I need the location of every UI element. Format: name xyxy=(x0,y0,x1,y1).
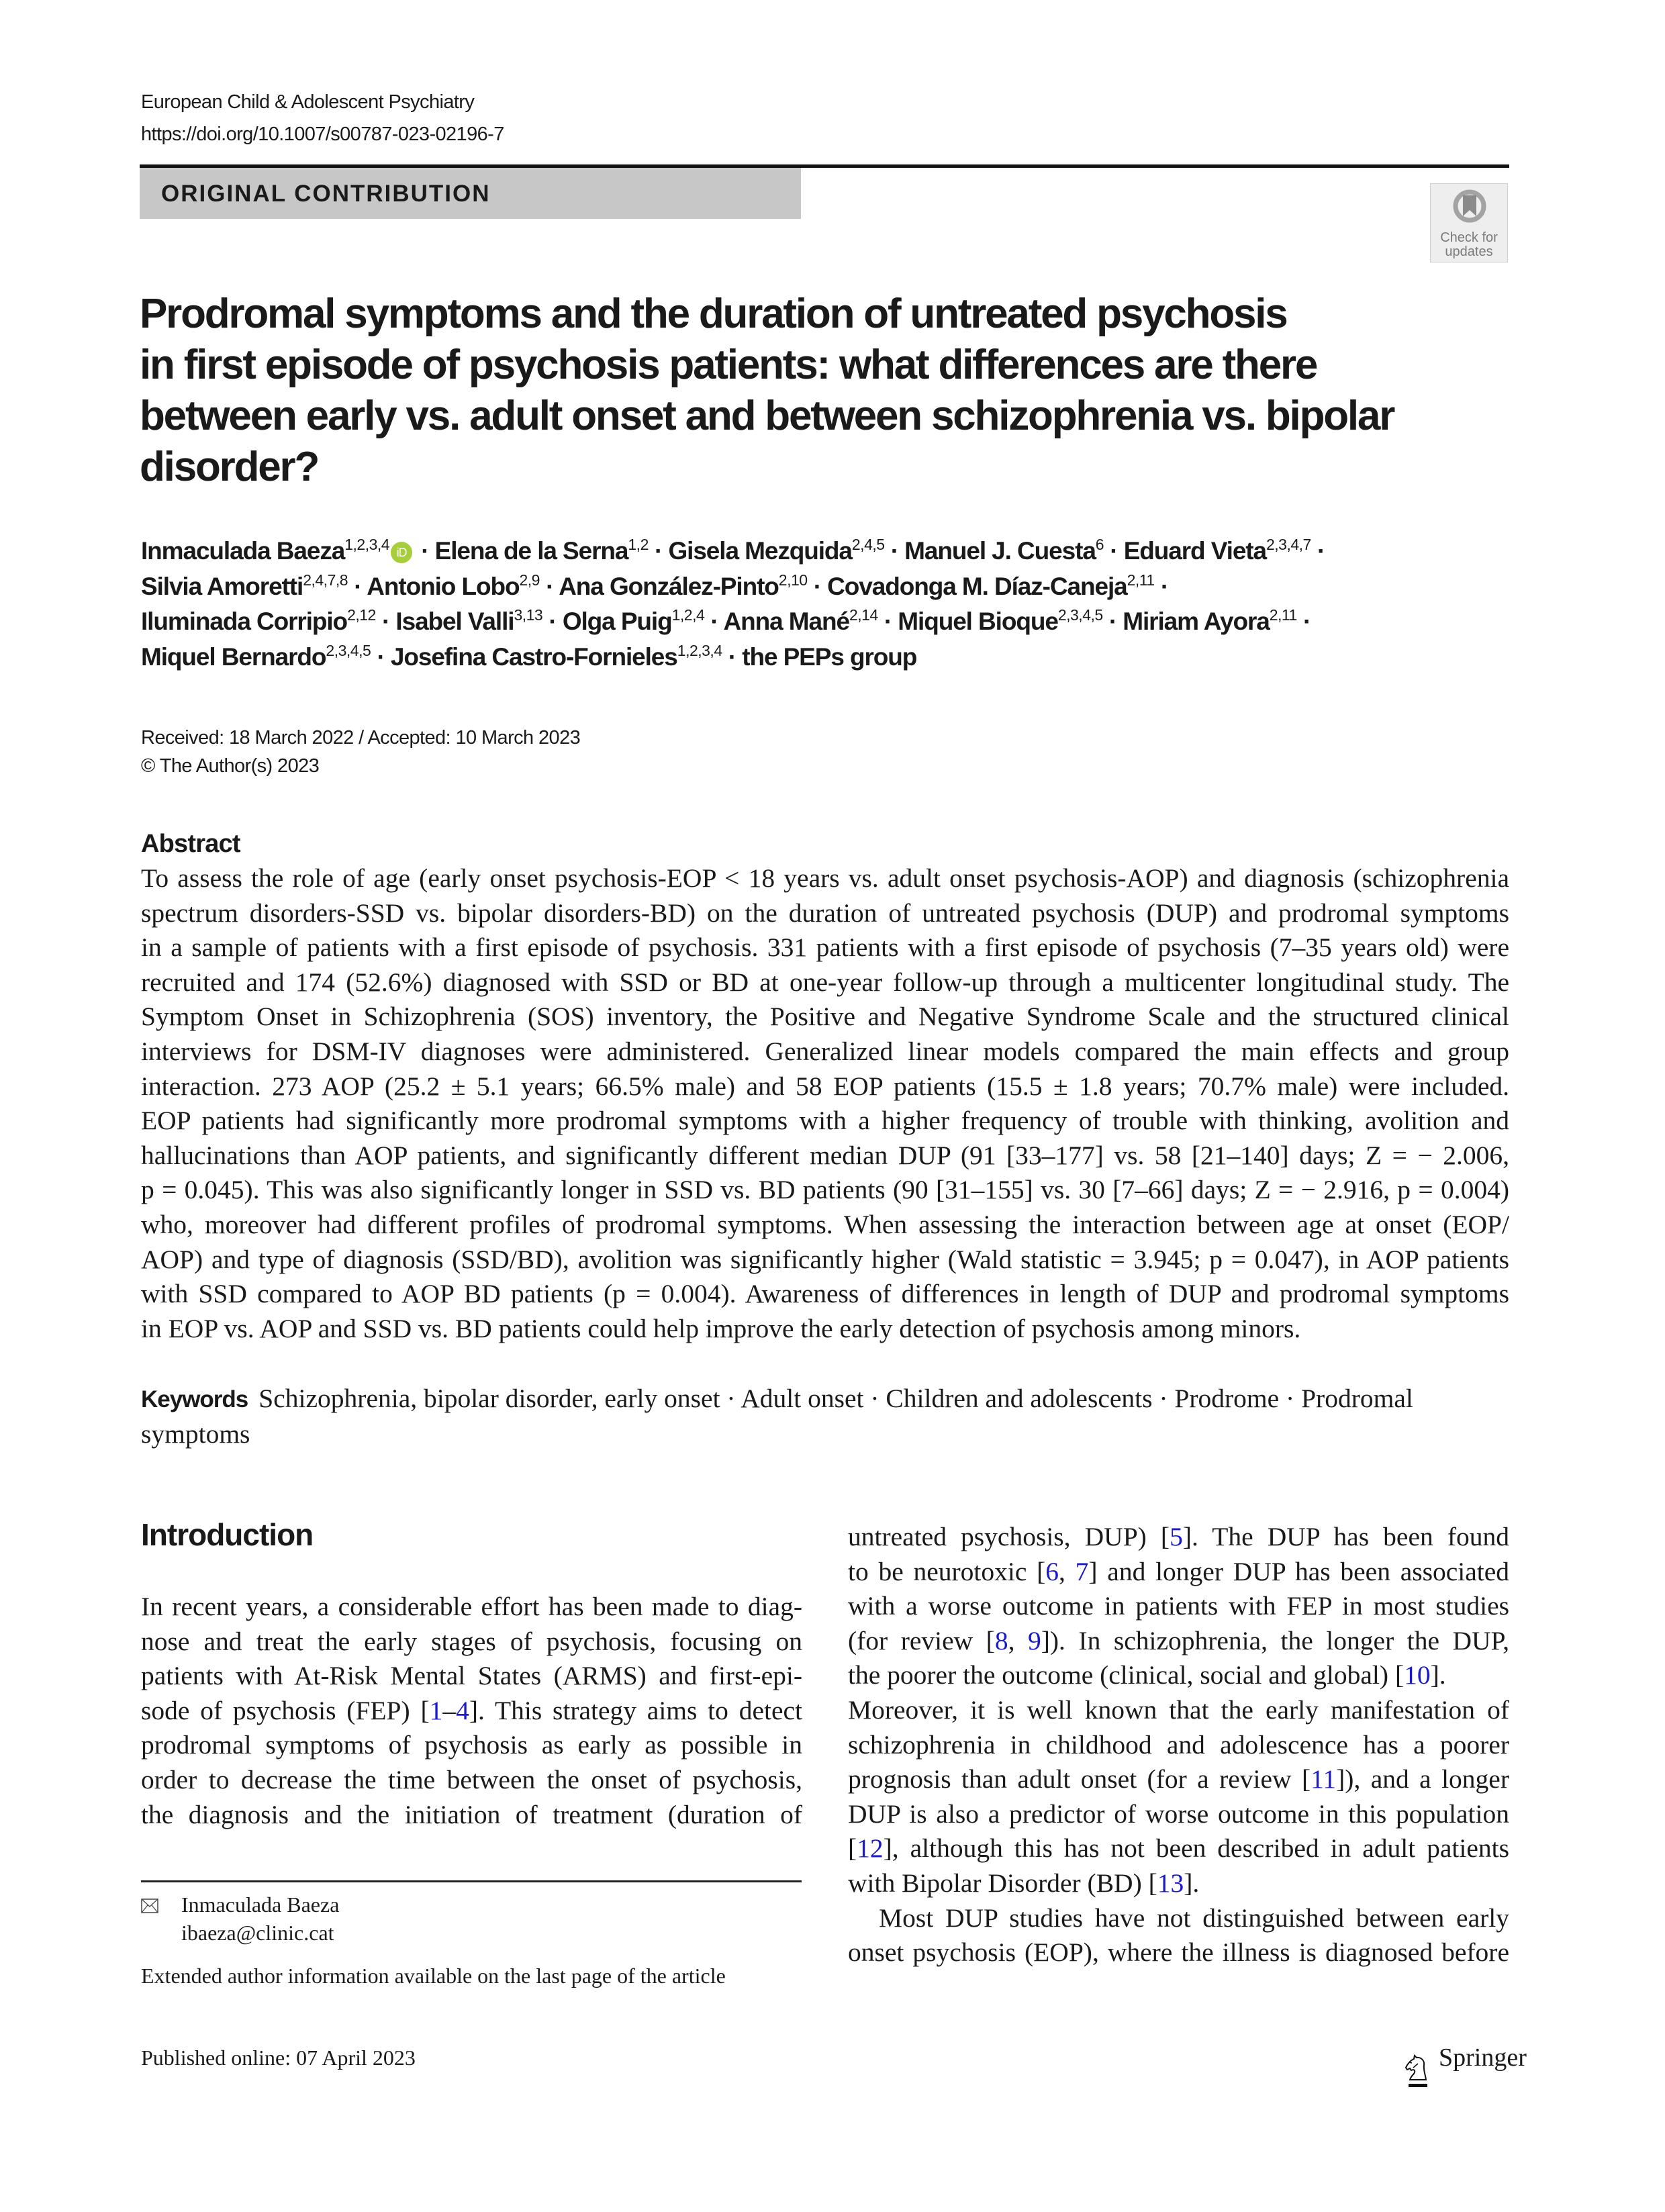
reference-link[interactable]: 8 xyxy=(994,1625,1008,1655)
author-line xyxy=(141,534,1524,569)
text-run: DUP is also a predictor of worse outcome in this population xyxy=(848,1798,1509,1829)
text-run: ], although this has not been described in adult patients xyxy=(883,1833,1509,1864)
introduction-left-column xyxy=(141,1590,802,1832)
author-name[interactable]: Covadonga M. Díaz-Caneja xyxy=(827,572,1127,600)
author-line xyxy=(141,604,1524,640)
text-run: , xyxy=(1059,1556,1076,1586)
paragraph-line xyxy=(141,1659,802,1694)
abstract-line: To assess the role of age (early onset psychosis-EOP < 18 years vs. adult onset psychosis-AOP) and diagnosis (schizophrenia xyxy=(141,863,1509,893)
paragraph-line xyxy=(848,1520,1509,1555)
orcid-icon[interactable]: iD xyxy=(391,542,412,563)
springer-logo-text: Springer xyxy=(1439,2043,1527,2072)
reference-link[interactable]: 13 xyxy=(1157,1868,1184,1898)
abstract-line: Symptom Onset in Schizophrenia (SOS) inventory, the Positive and Negative Syndrome Scale and the structured clinical xyxy=(141,1002,1509,1032)
title-line: disorder? xyxy=(140,444,319,490)
text-run: ]), and a longer xyxy=(1336,1764,1509,1794)
author-separator: · xyxy=(704,608,724,636)
author-affiliation: 1,2,3,4 xyxy=(677,641,722,659)
author-separator: · xyxy=(371,642,391,671)
abstract-line: EOP patients had significantly more prodromal symptoms with a higher frequency of trouble with thinking, avolition and xyxy=(141,1106,1509,1136)
paragraph-line xyxy=(848,1555,1509,1590)
paragraph-line xyxy=(848,1901,1509,1936)
text-run: ]. This strategy aims to detect xyxy=(469,1695,802,1725)
author-separator: · xyxy=(415,537,435,565)
author-affiliation: 2,10 xyxy=(778,571,808,589)
author-affiliation: 2,3,4,7 xyxy=(1266,536,1311,553)
paragraph-line xyxy=(848,1624,1509,1659)
title-line: Prodromal symptoms and the duration of untreated psychosis xyxy=(140,291,1287,337)
text-run: nose and treat the early stages of psychosis, focusing on xyxy=(141,1626,802,1656)
abstract-line: recruited and 174 (52.6%) diagnosed with SSD or BD at one-year follow-up through a multicenter longitudinal study. The xyxy=(141,967,1509,997)
text-run: – xyxy=(442,1695,457,1725)
text-run: to be neurotoxic [ xyxy=(848,1556,1046,1586)
corresponding-author-email[interactable]: ibaeza@clinic.cat xyxy=(181,1921,334,1945)
abstract-line: hallucinations than AOP patients, and significantly different median DUP (91 [33–177] vs. 58 [21–140] days; Z = − 2.006, xyxy=(141,1140,1509,1170)
check-for-updates-button[interactable] xyxy=(1430,183,1508,262)
reference-link[interactable]: 6 xyxy=(1045,1556,1059,1586)
abstract-line: in a sample of patients with a first episode of psychosis. 331 patients with a first episode of psychosis (7–35 years old) were xyxy=(141,932,1509,963)
reference-link[interactable]: 5 xyxy=(1170,1522,1183,1551)
check-for-updates-label: Check for updates xyxy=(1440,230,1498,259)
reference-link[interactable]: 10 xyxy=(1404,1660,1431,1690)
abstract-line: in EOP vs. AOP and SSD vs. BD patients could help improve the early detection of psychosis among minors. xyxy=(141,1313,1301,1343)
author-line xyxy=(141,640,1524,675)
text-run: ]). In schizophrenia, the longer the DUP, xyxy=(1041,1625,1509,1655)
paragraph-line xyxy=(141,1763,802,1798)
paragraph-line xyxy=(141,1625,802,1660)
paragraph-line xyxy=(141,1590,802,1625)
keywords-text: Schizophrenia, bipolar disorder, early onset · Adult onset · Children and adolescents · Prodrome · Prodromal xyxy=(258,1384,1413,1413)
text-run: order to decrease the time between the onset of psychosis, xyxy=(141,1764,802,1794)
text-run: Moreover, it is well known that the early manifestation of xyxy=(848,1694,1509,1725)
corresponding-author-name: Inmaculada Baeza xyxy=(181,1892,340,1917)
paragraph-line xyxy=(141,1728,802,1763)
text-run: Most DUP studies have not distinguished between early xyxy=(879,1903,1509,1933)
author-separator: · xyxy=(807,572,828,600)
author-affiliation: 2,3,4,5 xyxy=(326,641,371,659)
author-name[interactable]: Olga Puig xyxy=(562,608,672,636)
text-run: with Bipolar Disorder (BD) [ xyxy=(848,1868,1157,1898)
author-affiliation: 3,13 xyxy=(514,606,543,624)
paragraph-line xyxy=(848,1831,1509,1866)
keywords-text-continued: symptoms xyxy=(141,1418,250,1449)
author-name[interactable]: Elena de la Serna xyxy=(434,537,628,565)
keywords-label: Keywords xyxy=(141,1386,248,1412)
published-online-date: Published online: 07 April 2023 xyxy=(141,2046,416,2070)
paragraph-line xyxy=(141,1694,802,1729)
author-separator: · xyxy=(1296,608,1311,636)
springer-knight-icon xyxy=(1403,2054,1431,2089)
reference-link[interactable]: 9 xyxy=(1027,1625,1041,1655)
reference-link[interactable]: 4 xyxy=(456,1695,469,1725)
author-name[interactable]: Miquel Bioque xyxy=(898,608,1058,636)
author-affiliation: 2,12 xyxy=(347,606,376,624)
reference-link[interactable]: 11 xyxy=(1311,1764,1337,1794)
text-run: onset psychosis (EOP), where the illness is diagnosed before xyxy=(848,1937,1509,1968)
doi-link[interactable]: https://doi.org/10.1007/s00787-023-02196-7 xyxy=(141,124,504,145)
author-name[interactable]: Iluminada Corripio xyxy=(141,608,348,636)
author-separator: · xyxy=(648,537,669,565)
footnote-rule xyxy=(141,1880,802,1882)
author-name[interactable]: Manuel J. Cuesta xyxy=(904,537,1096,565)
author-separator: · xyxy=(348,572,367,600)
bookmark-update-icon xyxy=(1453,189,1486,224)
text-run: prodromal symptoms of psychosis as early as possible in xyxy=(141,1730,802,1760)
text-run: prognosis than adult onset (for a review [ xyxy=(848,1764,1311,1794)
keywords xyxy=(141,1382,1509,1451)
abstract-heading: Abstract xyxy=(141,830,240,858)
article-dates xyxy=(141,724,580,780)
paragraph-line xyxy=(848,1658,1509,1693)
text-run: [ xyxy=(848,1833,857,1864)
author-name[interactable]: Anna Mané xyxy=(723,608,849,636)
author-name[interactable]: Ana González-Pinto xyxy=(559,572,779,600)
author-name[interactable]: Gisela Mezquida xyxy=(668,537,852,565)
abstract-line: who, moreover had different profiles of prodromal symptoms. When assessing the interaction between age at onset (EOP/ xyxy=(141,1209,1509,1239)
extended-author-info: Extended author information available on the last page of the article xyxy=(141,1964,726,1988)
abstract-line: with SSD compared to AOP BD patients (p = 0.004). Awareness of differences in length of DUP and prodromal symptoms xyxy=(141,1279,1509,1309)
paragraph-line xyxy=(848,1728,1509,1763)
author-affiliation: 2,4,5 xyxy=(851,536,885,553)
text-run: patients with At-Risk Mental States (ARMS) and first-epi- xyxy=(141,1661,802,1691)
journal-name: European Child & Adolescent Psychiatry xyxy=(141,91,475,113)
introduction-heading: Introduction xyxy=(141,1517,314,1552)
title-line: between early vs. adult onset and between schizophrenia vs. bipolar xyxy=(140,393,1394,439)
author-separator: · xyxy=(539,572,559,600)
author-name[interactable]: Josefina Castro-Fornieles xyxy=(390,642,677,671)
author-name[interactable]: Eduard Vieta xyxy=(1123,537,1266,565)
received-accepted-dates: Received: 18 March 2022 / Accepted: 10 March 2023 xyxy=(141,727,581,749)
author-affiliation: 2,14 xyxy=(849,606,878,624)
author-affiliation: 2,11 xyxy=(1269,606,1297,624)
author-separator: · xyxy=(884,537,905,565)
author-affiliation: 1,2 xyxy=(628,536,649,553)
author-line xyxy=(141,569,1524,605)
text-run: with a worse outcome in patients with FEP in most studies xyxy=(848,1591,1509,1621)
text-run: , xyxy=(1008,1625,1028,1655)
author-affiliation: 2,9 xyxy=(519,571,540,589)
author-name[interactable]: Miriam Ayora xyxy=(1123,608,1270,636)
text-run: ]. The DUP has been found xyxy=(1182,1522,1509,1551)
copyright: © The Author(s) 2023 xyxy=(141,755,320,777)
text-run: the diagnosis and the initiation of treatment (duration of xyxy=(141,1799,802,1829)
article-type-label: ORIGINAL CONTRIBUTION xyxy=(161,181,491,207)
article-title xyxy=(140,289,1415,493)
paragraph-line xyxy=(141,1798,802,1833)
text-run: ] and longer DUP has been associated xyxy=(1088,1556,1510,1586)
introduction-right-column xyxy=(848,1520,1509,1970)
abstract-line: p = 0.045). This was also significantly longer in SSD vs. BD patients (90 [31–155] vs. 30 [7–66] days; Z = − 2.916, p = 0.004) xyxy=(141,1175,1509,1205)
author-separator: · xyxy=(375,608,396,636)
reference-link[interactable]: 7 xyxy=(1075,1556,1089,1586)
author-name[interactable]: Antonio Lobo xyxy=(367,572,520,600)
paragraph-line xyxy=(848,1797,1509,1832)
paragraph-line xyxy=(848,1935,1509,1970)
author-separator: · xyxy=(1104,537,1124,565)
author-affiliation: 2,3,4,5 xyxy=(1057,606,1103,624)
author-affiliation: 6 xyxy=(1095,536,1104,553)
author-affiliation: 2,11 xyxy=(1127,571,1155,589)
abstract-line: AOP) and type of diagnosis (SSD/BD), avolition was significantly higher (Wald statistic = 3.945; p = 0.047), in AOP patients xyxy=(141,1244,1509,1274)
author-name[interactable]: Miquel Bernardo xyxy=(141,642,326,671)
text-run: schizophrenia in childhood and adolescence has a poorer xyxy=(848,1729,1509,1760)
text-run: ]. xyxy=(1184,1868,1200,1898)
paragraph-line xyxy=(848,1866,1509,1901)
text-run: the poorer the outcome (clinical, social and global) [ xyxy=(848,1660,1405,1690)
author-name[interactable]: Isabel Valli xyxy=(395,608,514,636)
text-run: In recent years, a considerable effort has been made to diag- xyxy=(141,1592,802,1621)
text-run: untreated psychosis, DUP) [ xyxy=(848,1522,1170,1551)
author-affiliation: 1,2,4 xyxy=(671,606,705,624)
author-affiliation: 2,4,7,8 xyxy=(303,571,348,589)
author-name[interactable]: the PEPs group xyxy=(742,642,917,671)
author-separator: · xyxy=(722,642,743,671)
author-name[interactable]: Silvia Amoretti xyxy=(141,572,303,600)
author-name[interactable]: Inmaculada Baeza xyxy=(141,537,345,565)
text-run: (for review [ xyxy=(848,1625,995,1655)
author-list xyxy=(141,534,1524,675)
mail-icon xyxy=(141,1898,158,1913)
reference-link[interactable]: 12 xyxy=(857,1833,884,1864)
author-separator: · xyxy=(542,608,563,636)
author-separator: · xyxy=(1154,572,1169,600)
reference-link[interactable]: 1 xyxy=(429,1695,443,1725)
paragraph-line xyxy=(848,1589,1509,1624)
abstract-body xyxy=(141,861,1509,1346)
author-separator: · xyxy=(1102,608,1123,636)
paragraph-line xyxy=(848,1762,1509,1797)
text-run: sode of psychosis (FEP) [ xyxy=(141,1695,430,1725)
author-separator: · xyxy=(877,608,898,636)
text-run: ]. xyxy=(1430,1660,1446,1690)
abstract-line: spectrum disorders-SSD vs. bipolar disorders-BD) on the duration of untreated psychosis (DUP) and prodromal symptoms xyxy=(141,898,1509,928)
paragraph-line xyxy=(848,1693,1509,1728)
title-line: in first episode of psychosis patients: what differences are there xyxy=(140,342,1317,388)
author-separator: · xyxy=(1311,537,1325,565)
author-affiliation: 1,2,3,4 xyxy=(344,536,390,553)
abstract-line: interaction. 273 AOP (25.2 ± 5.1 years; 66.5% male) and 58 EOP patients (15.5 ± 1.8 years; 70.7% male) were included. xyxy=(141,1071,1509,1101)
abstract-line: interviews for DSM-IV diagnoses were administered. Generalized linear models compared the main effects and group xyxy=(141,1036,1509,1066)
